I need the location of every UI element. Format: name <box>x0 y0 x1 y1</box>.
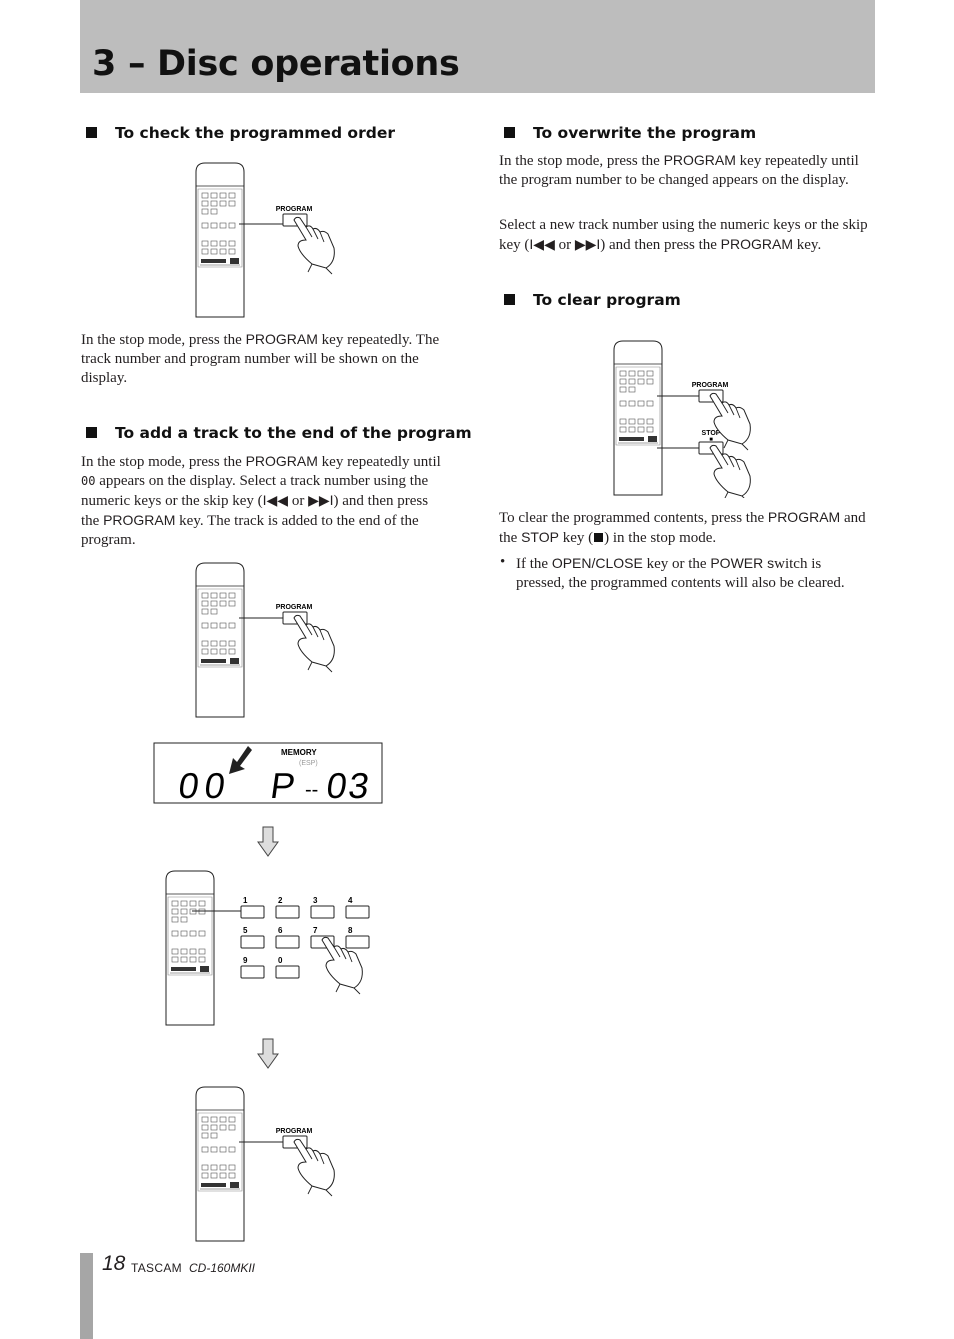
heading-bullet-icon <box>504 294 515 305</box>
key-label-0: 0 <box>278 956 283 965</box>
remote-program-figure-3 <box>190 1084 350 1244</box>
stop-square-icon <box>594 533 603 542</box>
stop-key-label: STOP <box>701 430 721 437</box>
heading-bullet-icon <box>86 127 97 138</box>
key-label-5: 5 <box>243 926 248 935</box>
esp-label: (ESP) <box>299 760 318 767</box>
key-label-1: 1 <box>243 896 248 905</box>
page-number: 18 <box>102 1252 126 1275</box>
key-label-7: 7 <box>313 926 318 935</box>
key-label-9: 9 <box>243 956 248 965</box>
footer-bar <box>80 1253 93 1339</box>
overwrite-paragraph-2: Select a new track number using the numeric keys or the skip key (I◀◀ or ▶▶I) and then press the PROGRAM key. <box>499 217 868 253</box>
add-paragraph: In the stop mode, press the PROGRAM key repeatedly until 00 appears on the display. Select a track number using the numeric keys or the skip key (I◀◀ or ▶▶I) and then press the PROGRAM key. The track is added to the end of the program. <box>81 453 441 548</box>
heading-bullet-icon <box>504 127 515 138</box>
bullet-point: • <box>500 554 506 570</box>
display-p-letter: P <box>268 765 298 806</box>
clear-bullet-paragraph: If the OPEN/CLOSE key or the POWER switch is pressed, the programmed contents will also be cleared. <box>516 555 845 591</box>
remote-program-figure-2 <box>190 560 350 720</box>
section-heading-overwrite: To overwrite the program <box>504 124 756 142</box>
key-label-3: 3 <box>313 896 318 905</box>
program-key-label: PROGRAM <box>275 1128 313 1135</box>
footer-brand: TASCAM <box>131 1261 182 1275</box>
display-dash: -- <box>305 779 319 801</box>
program-key-label: PROGRAM <box>691 382 729 389</box>
overwrite-paragraph-1: In the stop mode, press the PROGRAM key repeatedly until the program number to be changed appears on the display. <box>499 152 859 188</box>
stop-glyph-icon: ■ <box>709 437 713 443</box>
memory-label: MEMORY <box>281 748 317 757</box>
check-paragraph: In the stop mode, press the PROGRAM key repeatedly. The track number and program number will be shown on the display. <box>81 331 440 386</box>
section-heading-clear: To clear program <box>504 291 681 309</box>
remote-numeric-figure <box>160 866 380 1028</box>
key-label-8: 8 <box>348 926 353 935</box>
remote-program-figure-1 <box>190 160 350 320</box>
heading-bullet-icon <box>86 427 97 438</box>
key-label-4: 4 <box>348 896 353 905</box>
down-arrow-icon <box>257 826 279 858</box>
program-key-label: PROGRAM <box>275 206 313 213</box>
program-key-label: PROGRAM <box>275 604 313 611</box>
key-label-2: 2 <box>278 896 283 905</box>
section-heading-add: To add a track to the end of the program <box>86 424 472 442</box>
footer-model: CD-160MKII <box>189 1261 256 1275</box>
display-program-digits: 03 <box>324 765 374 806</box>
section-heading-check: To check the programmed order <box>86 124 395 142</box>
down-arrow-icon <box>257 1038 279 1070</box>
key-label-6: 6 <box>278 926 283 935</box>
remote-program-stop-figure <box>608 338 768 498</box>
display-track-digits: 00 <box>176 765 234 806</box>
page-title: 3 – Disc operations <box>92 44 460 84</box>
clear-paragraph: To clear the programmed contents, press the PROGRAM and the STOP key ( ) in the stop mode. <box>499 509 866 546</box>
program-display <box>153 742 383 806</box>
